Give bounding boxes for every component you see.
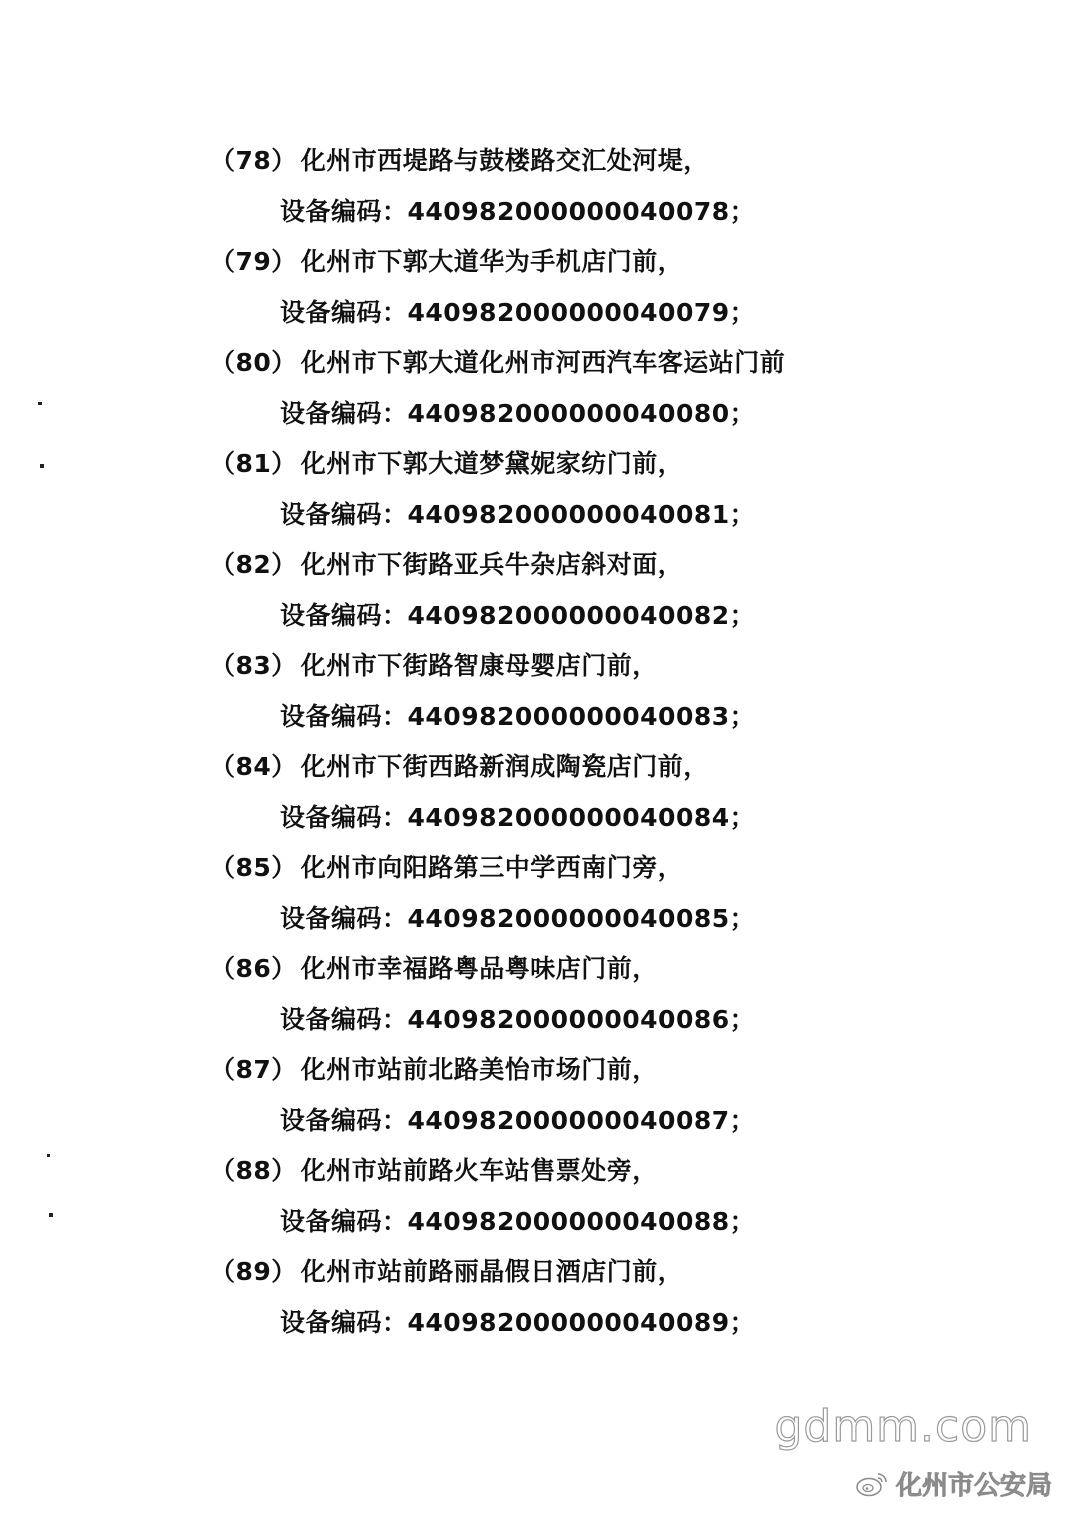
list-item	[210, 445, 1030, 546]
scan-speck	[38, 402, 42, 405]
device-code: 440982000000040081；	[407, 499, 756, 529]
source-credit	[856, 1465, 1052, 1502]
weibo-icon	[856, 1471, 888, 1497]
code-label: 设备编码：	[280, 903, 408, 933]
device-code: 440982000000040086；	[407, 1004, 756, 1034]
device-code: 440982000000040082；	[407, 600, 756, 630]
scan-speck	[49, 1213, 53, 1217]
code-label: 设备编码：	[280, 196, 408, 226]
entry-location: 化州市幸福路粤品粤味店门前，	[300, 954, 658, 983]
device-code: 440982000000040078；	[407, 196, 756, 226]
list-item	[210, 1152, 1030, 1253]
list-item	[210, 344, 1030, 445]
list-item	[210, 748, 1030, 849]
device-code: 440982000000040083；	[407, 701, 756, 731]
list-item	[210, 950, 1030, 1051]
code-label: 设备编码：	[280, 1206, 408, 1236]
device-code: 440982000000040084；	[407, 802, 756, 832]
list-item	[210, 1253, 1030, 1354]
device-code: 440982000000040079；	[407, 297, 756, 327]
entry-number: （78）	[210, 146, 297, 175]
device-code: 440982000000040089；	[407, 1307, 756, 1337]
entry-location: 化州市下街路亚兵牛杂店斜对面，	[300, 550, 684, 579]
code-label: 设备编码：	[280, 1307, 408, 1337]
entry-location: 化州市下郭大道华为手机店门前，	[300, 247, 684, 276]
entry-number: （82）	[210, 550, 297, 579]
list-item	[210, 142, 1030, 243]
list-item	[210, 1051, 1030, 1152]
device-code: 440982000000040080；	[407, 398, 756, 428]
entry-location: 化州市下郭大道化州市河西汽车客运站门前	[300, 348, 786, 377]
entry-location: 化州市向阳路第三中学西南门旁，	[300, 853, 684, 882]
source-name: 化州市公安局	[895, 1471, 1052, 1501]
list-item	[210, 546, 1030, 647]
entry-number: （83）	[210, 651, 297, 680]
code-label: 设备编码：	[280, 600, 408, 630]
entry-location: 化州市站前路火车站售票处旁，	[300, 1156, 658, 1185]
entry-number: （79）	[210, 247, 297, 276]
entry-number: （80）	[210, 348, 297, 377]
entry-location: 化州市站前北路美怡市场门前，	[300, 1055, 658, 1084]
entry-number: （84）	[210, 752, 297, 781]
entry-number: （85）	[210, 853, 297, 882]
entry-location: 化州市西堤路与鼓楼路交汇处河堤，	[300, 146, 709, 175]
site-watermark: gdmm.com	[774, 1401, 1032, 1452]
code-label: 设备编码：	[280, 398, 408, 428]
code-label: 设备编码：	[280, 802, 408, 832]
device-list	[210, 142, 1030, 1354]
entry-location: 化州市下街路智康母婴店门前，	[300, 651, 658, 680]
entry-location: 化州市下郭大道梦黛妮家纺门前，	[300, 449, 684, 478]
list-item	[210, 243, 1030, 344]
entry-location: 化州市站前路丽晶假日酒店门前，	[300, 1257, 684, 1286]
list-item	[210, 849, 1030, 950]
scan-speck	[47, 1154, 50, 1157]
entry-number: （81）	[210, 449, 297, 478]
entry-number: （89）	[210, 1257, 297, 1286]
scan-speck	[40, 464, 44, 468]
code-label: 设备编码：	[280, 297, 408, 327]
entry-number: （88）	[210, 1156, 297, 1185]
entry-number: （86）	[210, 954, 297, 983]
entry-number: （87）	[210, 1055, 297, 1084]
device-code: 440982000000040088；	[407, 1206, 756, 1236]
code-label: 设备编码：	[280, 701, 408, 731]
device-code: 440982000000040085；	[407, 903, 756, 933]
code-label: 设备编码：	[280, 1004, 408, 1034]
device-code: 440982000000040087；	[407, 1105, 756, 1135]
list-item	[210, 647, 1030, 748]
entry-location: 化州市下街西路新润成陶瓷店门前，	[300, 752, 709, 781]
code-label: 设备编码：	[280, 1105, 408, 1135]
code-label: 设备编码：	[280, 499, 408, 529]
